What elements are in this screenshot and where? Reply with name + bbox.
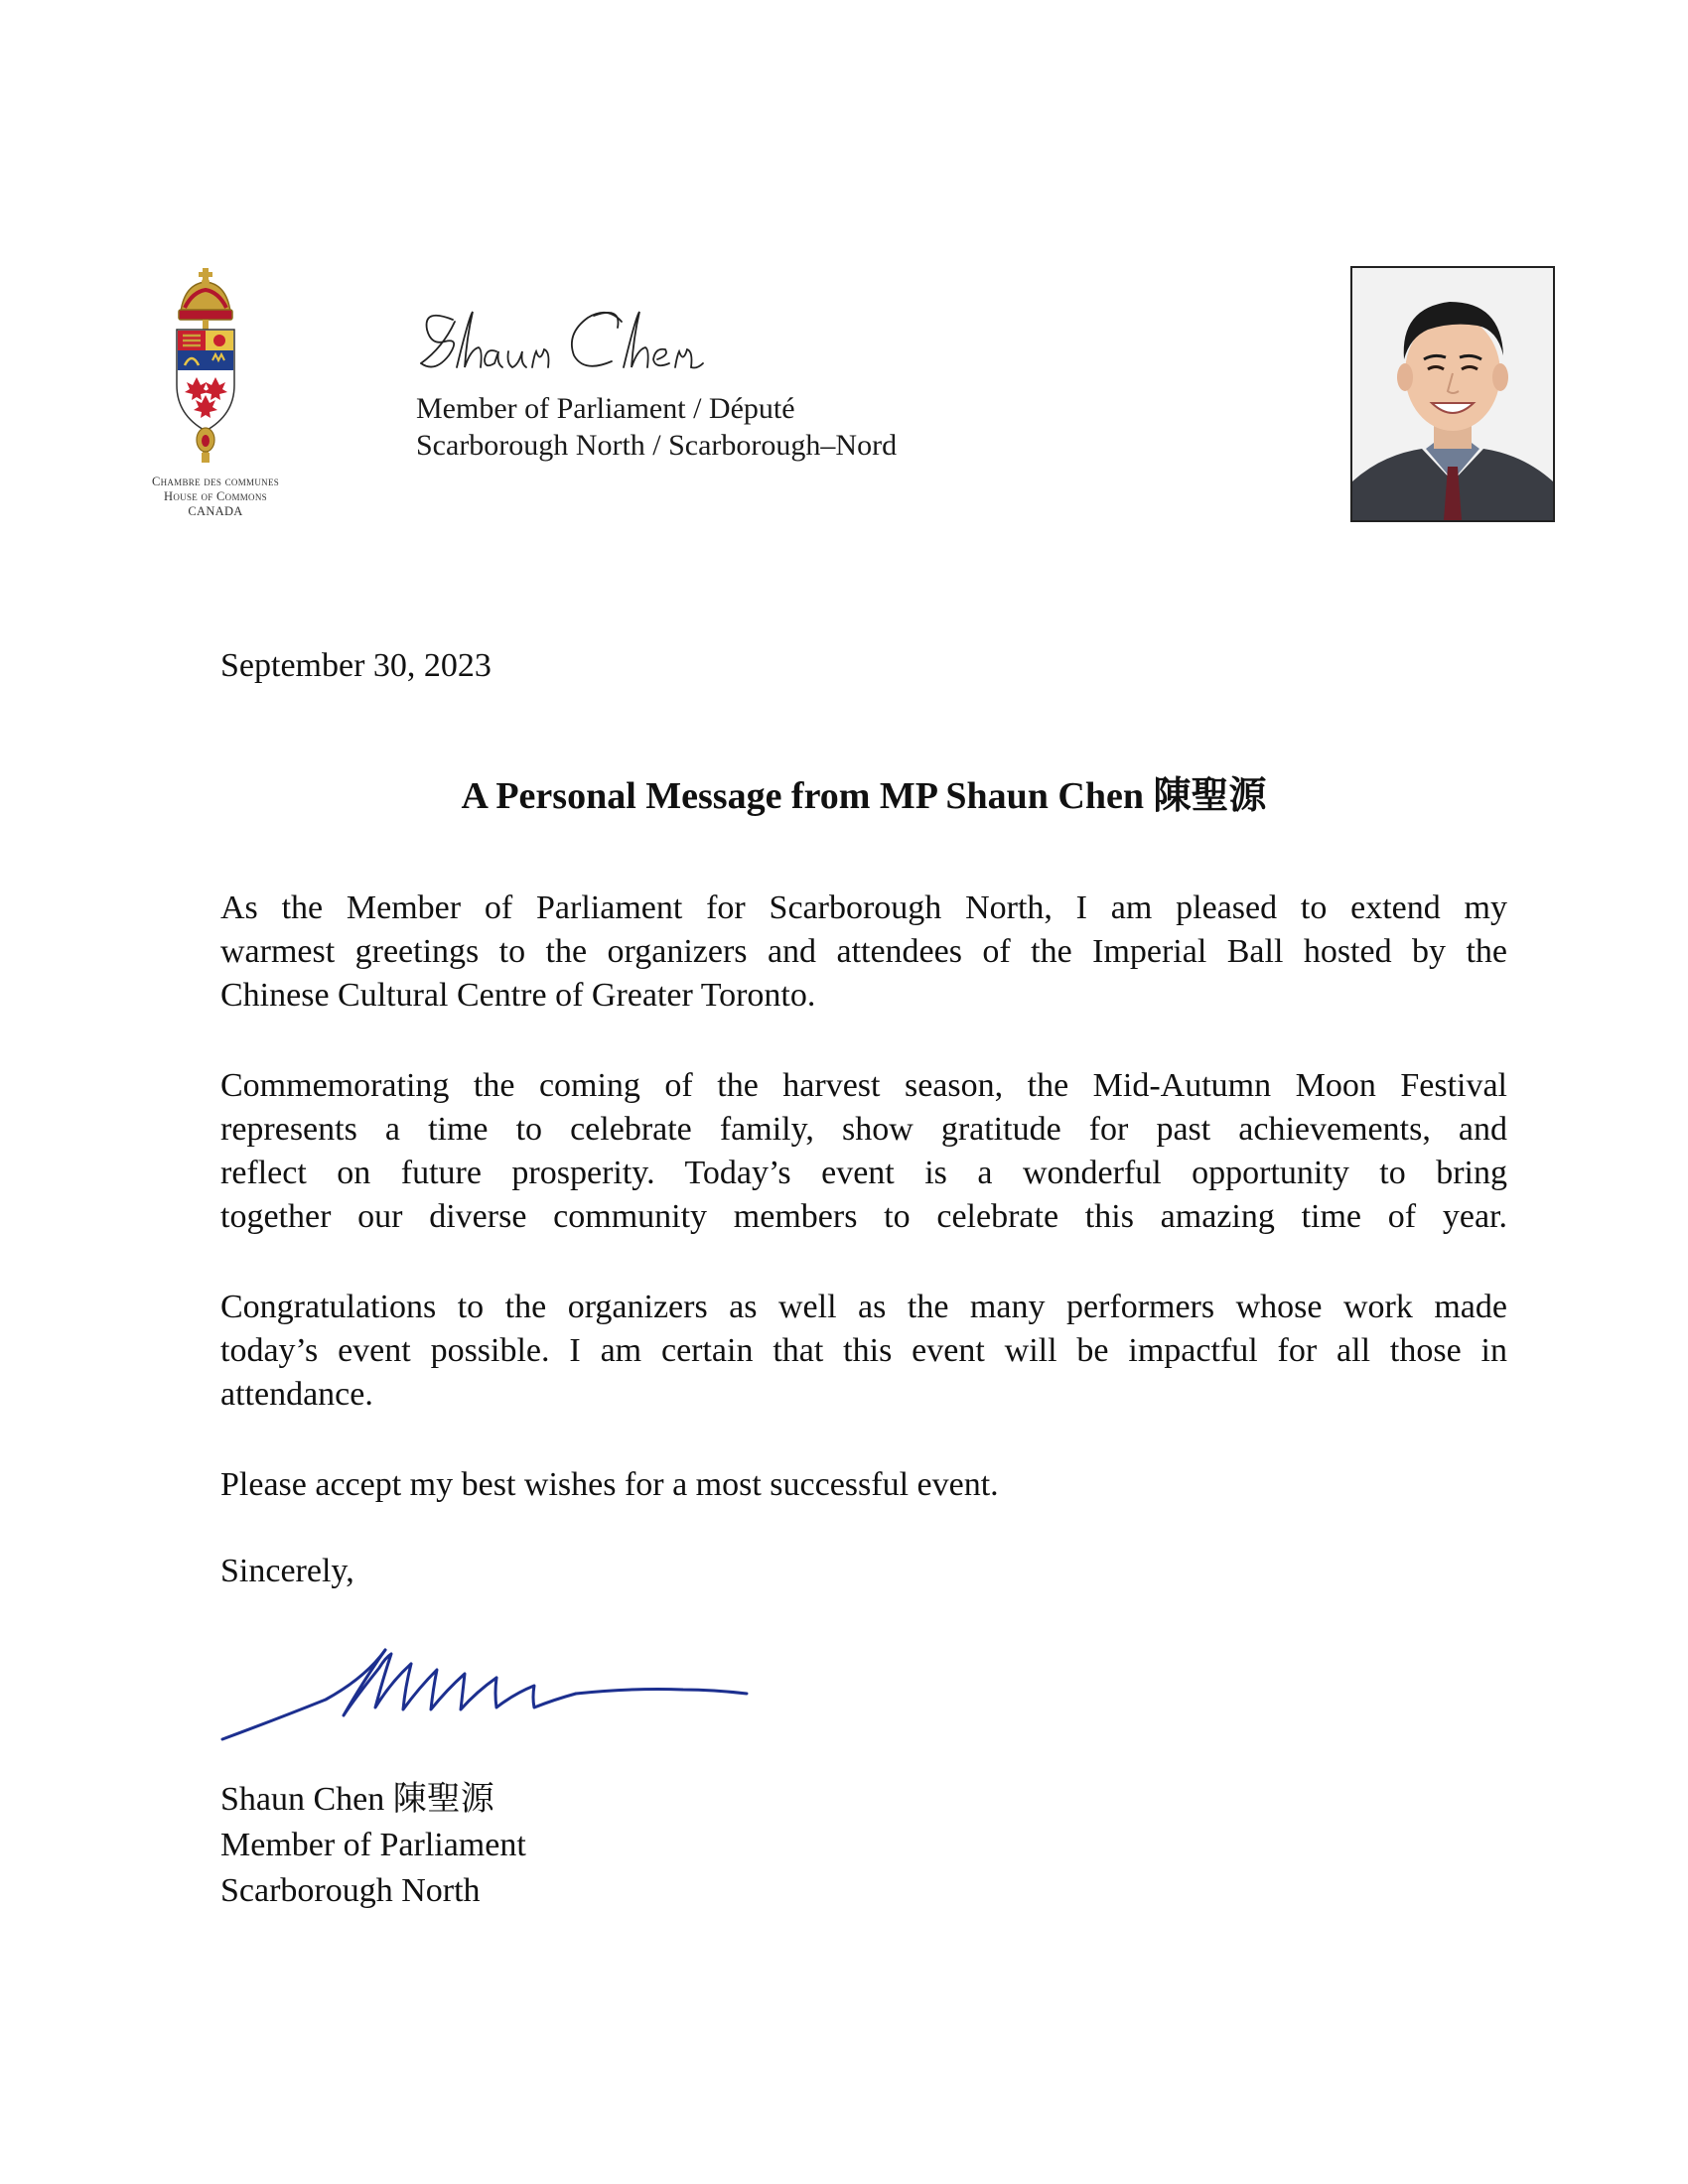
signature-block — [220, 1777, 526, 1914]
paragraph-3 — [220, 1286, 1507, 1417]
letter-closing: Sincerely, — [220, 1553, 354, 1589]
paragraph-line: reflect on future prosperity. Today’s event is a wonderful opportunity to bring — [220, 1155, 1507, 1191]
paragraph-line: As the Member of Parliament for Scarborough North, I am pleased to extend my — [220, 889, 1507, 926]
paragraph-line: Chinese Cultural Centre of Greater Toronto. — [220, 977, 816, 1014]
paragraph-line: together our diverse community members to celebrate this amazing time of year. — [220, 1198, 1507, 1235]
paragraph-line: Commemorating the coming of the harvest season, the Mid-Autumn Moon Festival — [220, 1067, 1507, 1104]
paragraph-1 — [220, 887, 1507, 1018]
letterhead-title: Member of Parliament / Député — [416, 392, 795, 425]
paragraph-4 — [220, 1463, 1507, 1507]
letterhead-script-name — [413, 298, 771, 387]
paragraph-2 — [220, 1064, 1507, 1239]
letter-heading: A Personal Message from MP Shaun Chen 陳聖源 — [461, 775, 1267, 817]
letter-date: September 30, 2023 — [220, 647, 492, 684]
paragraph-line: Congratulations to the organizers as well as the many performers whose work made — [220, 1289, 1507, 1325]
crest-caption: Chambre des communes House of Commons CANADA — [151, 475, 280, 518]
paragraph-line: attendance. — [220, 1376, 373, 1413]
portrait-photo — [1350, 266, 1555, 522]
signer-name: Shaun Chen 陳聖源 — [220, 1781, 494, 1818]
paragraph-line: today’s event possible. I am certain that this event will be impactful for all those in — [220, 1332, 1507, 1369]
paragraph-line: represents a time to celebrate family, show gratitude for past achievements, and — [220, 1111, 1507, 1148]
signer-riding: Scarborough North — [220, 1872, 481, 1909]
signer-title: Member of Parliament — [220, 1827, 526, 1863]
paragraph-line: Please accept my best wishes for a most successful event. — [220, 1466, 999, 1503]
house-of-commons-crest-icon — [123, 266, 308, 524]
paragraph-line: warmest greetings to the organizers and attendees of the Imperial Ball hosted by the — [220, 933, 1507, 970]
handwritten-signature — [216, 1628, 753, 1747]
letterhead-riding: Scarborough North / Scarborough–Nord — [416, 429, 898, 462]
